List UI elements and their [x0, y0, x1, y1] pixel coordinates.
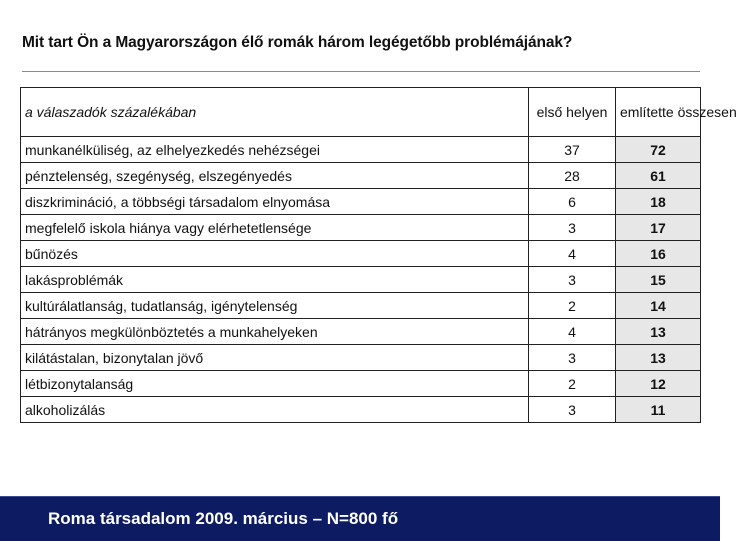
footer-source-text: Roma társadalom 2009. március – N=800 fő — [48, 509, 399, 528]
cell-total-mentioned: 16 — [616, 241, 701, 267]
cell-total-mentioned: 14 — [616, 293, 701, 319]
row-label: diszkrimináció, a többségi társadalom elnyomása — [21, 189, 529, 215]
cell-total-mentioned: 13 — [616, 319, 701, 345]
table-row — [21, 319, 701, 345]
cell-total-mentioned: 17 — [616, 215, 701, 241]
column-header-first-place: első helyen — [529, 88, 616, 137]
table-row — [21, 293, 701, 319]
cell-first-place: 4 — [529, 241, 616, 267]
table-row — [21, 163, 701, 189]
row-label: létbizonytalanság — [21, 371, 529, 397]
cell-first-place: 3 — [529, 215, 616, 241]
table-header-label: a válaszadók százalékában — [21, 88, 529, 137]
row-label: alkoholizálás — [21, 397, 529, 423]
cell-first-place: 4 — [529, 319, 616, 345]
footer-bar — [0, 496, 720, 541]
row-label: bűnözés — [21, 241, 529, 267]
row-label: megfelelő iskola hiánya vagy elérhetetlensége — [21, 215, 529, 241]
cell-first-place: 3 — [529, 345, 616, 371]
cell-first-place: 3 — [529, 267, 616, 293]
table-row — [21, 137, 701, 163]
title-divider — [22, 71, 700, 72]
chart-title: Mit tart Ön a Magyarországon élő romák három legégetőbb problémájának? — [22, 34, 573, 51]
row-label: hátrányos megkülönböztetés a munkahelyeken — [21, 319, 529, 345]
cell-total-mentioned: 13 — [616, 345, 701, 371]
table-row — [21, 189, 701, 215]
table-row — [21, 371, 701, 397]
cell-total-mentioned: 12 — [616, 371, 701, 397]
cell-first-place: 28 — [529, 163, 616, 189]
cell-total-mentioned: 72 — [616, 137, 701, 163]
row-label: pénztelenség, szegénység, elszegényedés — [21, 163, 529, 189]
table-body — [21, 88, 737, 423]
table-row — [21, 215, 701, 241]
cell-total-mentioned: 18 — [616, 189, 701, 215]
cell-total-mentioned: 61 — [616, 163, 701, 189]
table-row — [21, 267, 701, 293]
row-label: kilátástalan, bizonytalan jövő — [21, 345, 529, 371]
column-header-total-mentioned: említette összesen — [616, 88, 701, 137]
table-header-row — [21, 88, 701, 137]
row-label: lakásproblémák — [21, 267, 529, 293]
table-row — [21, 397, 701, 423]
table-row — [21, 241, 701, 267]
cell-first-place: 37 — [529, 137, 616, 163]
table-row — [21, 345, 701, 371]
data-table — [20, 87, 737, 423]
row-label: kultúrálatlanság, tudatlanság, igénytelenség — [21, 293, 529, 319]
cell-first-place: 2 — [529, 371, 616, 397]
cell-first-place: 6 — [529, 189, 616, 215]
cell-first-place: 3 — [529, 397, 616, 423]
cell-first-place: 2 — [529, 293, 616, 319]
row-label: munkanélküliség, az elhelyezkedés nehézségei — [21, 137, 529, 163]
cell-total-mentioned: 11 — [616, 397, 701, 423]
cell-total-mentioned: 15 — [616, 267, 701, 293]
